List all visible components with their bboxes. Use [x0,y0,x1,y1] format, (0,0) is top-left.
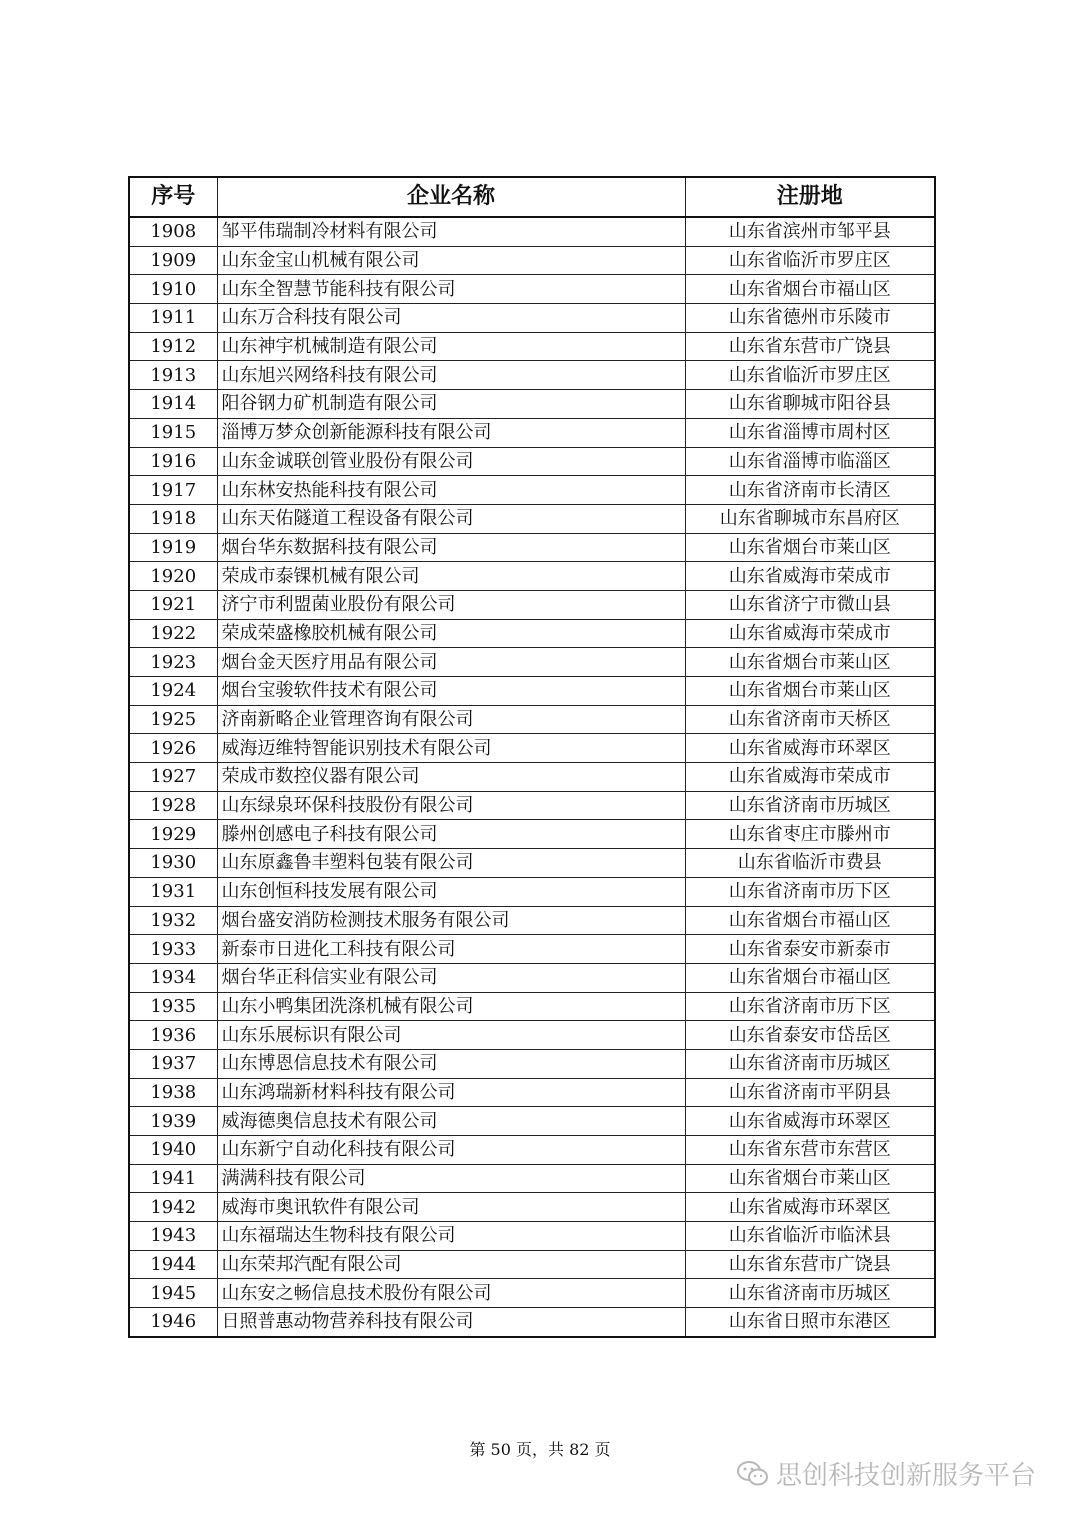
row-registered-place: 山东省济南市历城区 [685,1049,935,1078]
row-company-name: 邹平伟瑞制冷材料有限公司 [217,217,685,246]
row-seq: 1913 [129,361,217,390]
row-company-name: 山东博恩信息技术有限公司 [217,1049,685,1078]
table-row [129,820,935,849]
table-row [129,476,935,505]
watermark [736,1455,1036,1492]
row-seq: 1927 [129,763,217,792]
row-company-name: 荣成荣盛橡胶机械有限公司 [217,619,685,648]
table-row [129,361,935,390]
table-row [129,849,935,878]
row-registered-place: 山东省德州市乐陵市 [685,304,935,333]
row-seq: 1912 [129,332,217,361]
row-seq: 1930 [129,849,217,878]
row-seq: 1943 [129,1222,217,1251]
row-company-name: 新泰市日进化工科技有限公司 [217,935,685,964]
row-seq: 1910 [129,275,217,304]
row-registered-place: 山东省烟台市福山区 [685,275,935,304]
row-registered-place: 山东省济南市历城区 [685,791,935,820]
row-company-name: 烟台盛安消防检测技术服务有限公司 [217,906,685,935]
row-seq: 1932 [129,906,217,935]
row-seq: 1937 [129,1049,217,1078]
row-company-name: 威海迈维特智能识别技术有限公司 [217,734,685,763]
row-company-name: 山东全智慧节能科技有限公司 [217,275,685,304]
table-row [129,332,935,361]
row-registered-place: 山东省烟台市福山区 [685,963,935,992]
row-seq: 1945 [129,1279,217,1308]
row-registered-place: 山东省济南市长清区 [685,476,935,505]
table-row [129,418,935,447]
row-seq: 1911 [129,304,217,333]
header-row [129,177,935,217]
row-company-name: 济南新略企业管理咨询有限公司 [217,705,685,734]
row-registered-place: 山东省济南市历下区 [685,992,935,1021]
row-registered-place: 山东省烟台市莱山区 [685,677,935,706]
row-registered-place: 山东省济宁市微山县 [685,590,935,619]
row-registered-place: 山东省东营市东营区 [685,1136,935,1165]
row-company-name: 山东金诚联创管业股份有限公司 [217,447,685,476]
row-registered-place: 山东省日照市东港区 [685,1308,935,1337]
row-registered-place: 山东省聊城市东昌府区 [685,504,935,533]
row-seq: 1916 [129,447,217,476]
row-company-name: 山东福瑞达生物科技有限公司 [217,1222,685,1251]
row-registered-place: 山东省烟台市莱山区 [685,533,935,562]
header-registered-place: 注册地 [685,177,935,217]
row-company-name: 山东荣邦汽配有限公司 [217,1250,685,1279]
row-seq: 1917 [129,476,217,505]
row-company-name: 山东金宝山机械有限公司 [217,246,685,275]
row-company-name: 山东鸿瑞新材料科技有限公司 [217,1078,685,1107]
header-seq: 序号 [129,177,217,217]
document-table-container [128,176,934,1338]
row-company-name: 山东神宇机械制造有限公司 [217,332,685,361]
row-registered-place: 山东省威海市荣成市 [685,763,935,792]
table-row [129,734,935,763]
row-registered-place: 山东省淄博市临淄区 [685,447,935,476]
row-seq: 1920 [129,562,217,591]
row-registered-place: 山东省滨州市邹平县 [685,217,935,246]
row-seq: 1929 [129,820,217,849]
row-seq: 1924 [129,677,217,706]
table-row [129,619,935,648]
row-seq: 1939 [129,1107,217,1136]
row-seq: 1909 [129,246,217,275]
row-registered-place: 山东省泰安市新泰市 [685,935,935,964]
table-row [129,504,935,533]
row-registered-place: 山东省威海市荣成市 [685,619,935,648]
row-company-name: 威海德奥信息技术有限公司 [217,1107,685,1136]
row-company-name: 山东天佑隧道工程设备有限公司 [217,504,685,533]
row-company-name: 烟台华东数据科技有限公司 [217,533,685,562]
row-company-name: 山东新宁自动化科技有限公司 [217,1136,685,1165]
row-company-name: 日照普惠动物营养科技有限公司 [217,1308,685,1337]
row-registered-place: 山东省临沂市罗庄区 [685,361,935,390]
row-company-name: 山东乐展标识有限公司 [217,1021,685,1050]
row-registered-place: 山东省威海市环翠区 [685,1193,935,1222]
row-seq: 1933 [129,935,217,964]
table-row [129,562,935,591]
table-row [129,935,935,964]
row-company-name: 山东万合科技有限公司 [217,304,685,333]
row-seq: 1935 [129,992,217,1021]
row-registered-place: 山东省临沂市临沭县 [685,1222,935,1251]
row-company-name: 烟台金天医疗用品有限公司 [217,648,685,677]
row-company-name: 烟台华正科信实业有限公司 [217,963,685,992]
table-row [129,877,935,906]
row-registered-place: 山东省淄博市周村区 [685,418,935,447]
row-seq: 1938 [129,1078,217,1107]
row-registered-place: 山东省东营市广饶县 [685,1250,935,1279]
row-seq: 1944 [129,1250,217,1279]
row-seq: 1936 [129,1021,217,1050]
row-registered-place: 山东省济南市平阴县 [685,1078,935,1107]
row-registered-place: 山东省聊城市阳谷县 [685,390,935,419]
table-row [129,763,935,792]
table-row [129,246,935,275]
table-body [129,217,935,1337]
watermark-text: 思创科技创新服务平台 [776,1461,1037,1491]
row-seq: 1921 [129,590,217,619]
table-row [129,1222,935,1251]
row-seq: 1941 [129,1164,217,1193]
row-seq: 1908 [129,217,217,246]
row-seq: 1914 [129,390,217,419]
row-seq: 1919 [129,533,217,562]
row-company-name: 阳谷钢力矿机制造有限公司 [217,390,685,419]
row-seq: 1946 [129,1308,217,1337]
row-registered-place: 山东省临沂市费县 [685,849,935,878]
row-seq: 1923 [129,648,217,677]
row-registered-place: 山东省泰安市岱岳区 [685,1021,935,1050]
table-row [129,533,935,562]
table-row [129,304,935,333]
table-row [129,275,935,304]
row-company-name: 荣成市泰锞机械有限公司 [217,562,685,591]
row-registered-place: 山东省威海市荣成市 [685,562,935,591]
row-registered-place: 山东省东营市广饶县 [685,332,935,361]
table-row [129,1164,935,1193]
row-seq: 1918 [129,504,217,533]
row-registered-place: 山东省烟台市莱山区 [685,1164,935,1193]
enterprise-table [128,176,936,1338]
table-row [129,1250,935,1279]
table-row [129,677,935,706]
row-seq: 1931 [129,877,217,906]
row-seq: 1940 [129,1136,217,1165]
row-company-name: 山东小鸭集团洗涤机械有限公司 [217,992,685,1021]
row-registered-place: 山东省济南市历下区 [685,877,935,906]
table-row [129,1136,935,1165]
row-seq: 1926 [129,734,217,763]
row-registered-place: 山东省威海市环翠区 [685,734,935,763]
row-seq: 1922 [129,619,217,648]
table-row [129,1193,935,1222]
row-company-name: 滕州创感电子科技有限公司 [217,820,685,849]
table-row [129,963,935,992]
table-row [129,791,935,820]
table-row [129,390,935,419]
row-registered-place: 山东省济南市历城区 [685,1279,935,1308]
row-seq: 1934 [129,963,217,992]
row-seq: 1942 [129,1193,217,1222]
table-row [129,1049,935,1078]
row-registered-place: 山东省济南市天桥区 [685,705,935,734]
table-row [129,217,935,246]
table-row [129,648,935,677]
table-row [129,1279,935,1308]
row-company-name: 山东创恒科技发展有限公司 [217,877,685,906]
table-row [129,590,935,619]
table-row [129,1107,935,1136]
row-company-name: 威海市奥讯软件有限公司 [217,1193,685,1222]
row-company-name: 满满科技有限公司 [217,1164,685,1193]
table-row [129,992,935,1021]
row-company-name: 山东原鑫鲁丰塑料包装有限公司 [217,849,685,878]
row-company-name: 淄博万梦众创新能源科技有限公司 [217,418,685,447]
row-company-name: 荣成市数控仪器有限公司 [217,763,685,792]
row-registered-place: 山东省临沂市罗庄区 [685,246,935,275]
table-row [129,1078,935,1107]
row-company-name: 山东林安热能科技有限公司 [217,476,685,505]
table-row [129,447,935,476]
table-row [129,1021,935,1050]
row-seq: 1915 [129,418,217,447]
header-company-name: 企业名称 [217,177,685,217]
page-number: 第 50 页，共 82 页 [469,1440,611,1459]
row-company-name: 济宁市利盟菌业股份有限公司 [217,590,685,619]
row-registered-place: 山东省烟台市莱山区 [685,648,935,677]
table-row [129,906,935,935]
row-seq: 1928 [129,791,217,820]
row-company-name: 山东旭兴网络科技有限公司 [217,361,685,390]
wechat-icon [736,1459,770,1489]
table-header [129,177,935,217]
row-seq: 1925 [129,705,217,734]
row-company-name: 山东安之畅信息技术股份有限公司 [217,1279,685,1308]
row-registered-place: 山东省枣庄市滕州市 [685,820,935,849]
table-row [129,1308,935,1337]
table-row [129,705,935,734]
row-company-name: 山东绿泉环保科技股份有限公司 [217,791,685,820]
row-registered-place: 山东省威海市环翠区 [685,1107,935,1136]
row-company-name: 烟台宝骏软件技术有限公司 [217,677,685,706]
row-registered-place: 山东省烟台市福山区 [685,906,935,935]
